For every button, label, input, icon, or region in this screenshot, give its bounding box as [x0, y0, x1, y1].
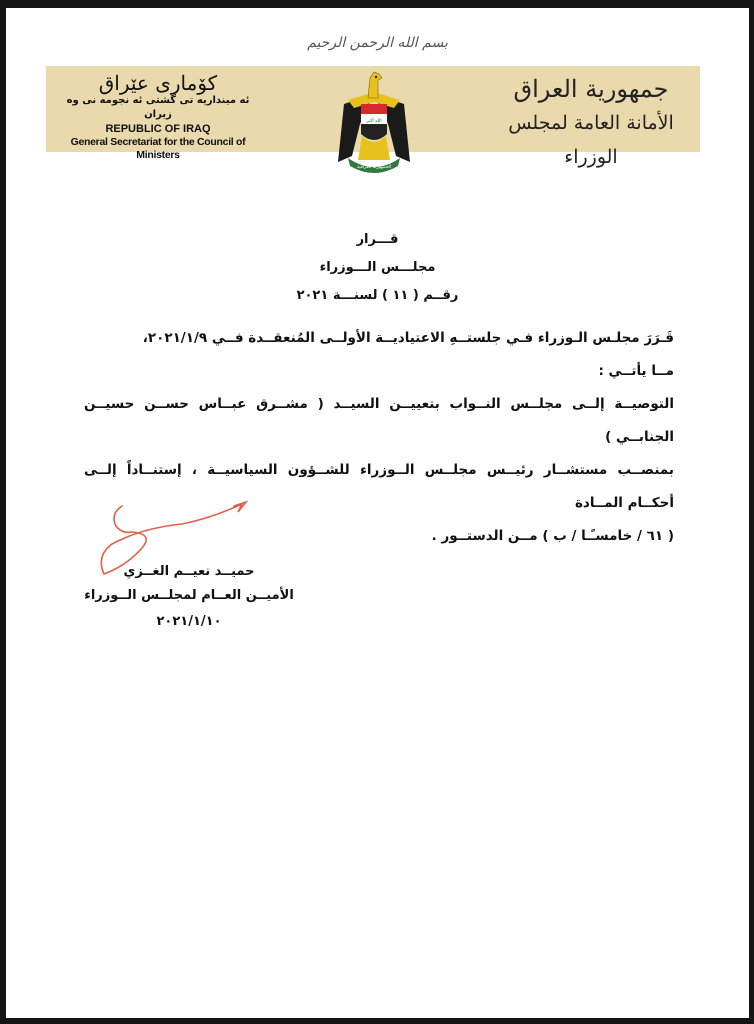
- english-subtitle: General Secretariat for the Council of Ministers: [70, 136, 246, 161]
- decision-number: رقــم ( ١١ ) لسنـــة ٢٠٢١: [296, 288, 459, 303]
- english-title: REPUBLIC OF IRAQ: [105, 123, 211, 135]
- eagle-emblem-icon: [334, 64, 414, 176]
- arabic-subtitle: الأمانة العامة لمجلس الوزراء: [508, 112, 674, 168]
- letterhead-right: [496, 72, 686, 174]
- body-line-5: ( ٦١ / خامسـًـا / ب ) مــن الدستــور .: [431, 528, 674, 544]
- council-name: مجلـــس الـــوزراء: [319, 260, 436, 275]
- signer-title: الأميــن العــام لمجلــس الــوزراء: [84, 588, 294, 603]
- body-line-3: التوصيــة إلــى مجلــس النــواب بتعييــن السيــد ( مشــرق عبــاس حســن حسيــن الجنابــي ): [84, 396, 674, 445]
- signature-date: ٢٠٢١/١/١٠: [156, 614, 222, 629]
- svg-text:الجمهورية العراقية: الجمهورية العراقية: [356, 165, 392, 170]
- arabic-title: جمهورية العراق: [513, 75, 669, 103]
- body-line-2: مــا يأتــي :: [598, 363, 674, 379]
- basmala: بسم الله الرحمن الرحيم: [307, 35, 448, 51]
- signer-name: حميــد نعيــم الغــزي: [123, 564, 255, 579]
- document-page: [6, 8, 749, 1018]
- decision-title: قـــرار: [356, 232, 399, 247]
- kurdish-title: كۆماری عێراق: [98, 71, 218, 95]
- body-line-4: بمنصــب مستشــار رئيــس مجلــس الــوزراء للشــؤون السياسيــة ، إستنــاداً إلــى أحكــام المــادة: [84, 462, 674, 511]
- kurdish-subtitle: ئه مینداریه تی گشتی ئه نجومه نی وه زیران: [66, 95, 250, 120]
- letterhead-left: [58, 72, 258, 162]
- svg-text:الله أكبر: الله أكبر: [366, 119, 382, 124]
- body-line-1: قَـرَرَ مجلـس الـوزراء فـي جلستــهِ الاعتياديــة الأولــى المُنعقــدة فــي ٢٠٢١/١/٩،: [142, 330, 674, 346]
